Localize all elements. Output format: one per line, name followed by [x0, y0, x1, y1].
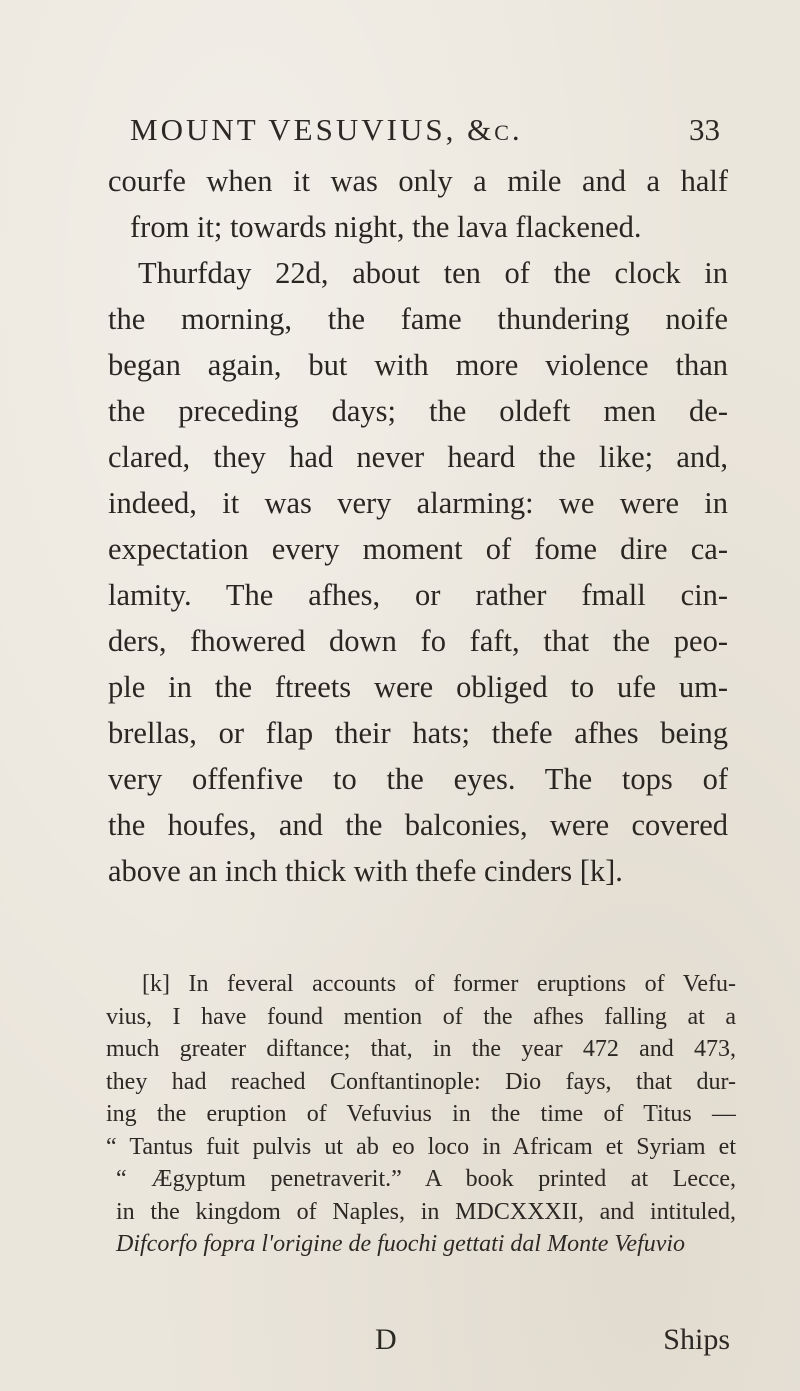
text-line: lamity. The afhes, or rather fmall cin- [108, 578, 728, 612]
text-line: Thurfday 22d, about ten of the clock in [138, 256, 728, 290]
text-line: above an inch thick with thefe cinders [k]. [108, 854, 623, 888]
text-line: the preceding days; the oldeft men de- [108, 394, 728, 428]
footnote [106, 968, 736, 1261]
text-line: expectation every moment of fome dire ca- [108, 532, 728, 566]
signature-row [100, 1323, 730, 1363]
page-header [100, 112, 720, 148]
main-text [108, 158, 728, 894]
footnote-line: “ Tantus fuit pulvis ut ab eo loco in Africam et Syriam et [106, 1133, 736, 1160]
text-line: from it; towards night, the lava flackened. [130, 210, 642, 244]
text-line: brellas, or flap their hats; thefe afhes being [108, 716, 728, 750]
running-head: MOUNT VESUVIUS, &c. [130, 112, 523, 147]
text-line: began again, but with more violence than [108, 348, 728, 382]
footnote-line: Difcorfo fopra l'origine de fuochi gettati dal Monte Vefuvio [116, 1231, 686, 1257]
footnote-line: in the kingdom of Naples, in MDCXXXII, and intituled, [116, 1198, 736, 1225]
footnote-line: they had reached Conftantinople: Dio fays, that dur- [106, 1068, 736, 1095]
footnote-line: [k] In feveral accounts of former eruptions of Vefu- [142, 971, 736, 997]
footnote-line: vius, I have found mention of the afhes falling at a [106, 1003, 736, 1030]
text-line: very offenfive to the eyes. The tops of [108, 762, 728, 796]
text-line: clared, they had never heard the like; and, [108, 440, 728, 474]
text-line: ple in the ftreets were obliged to ufe um- [108, 670, 728, 704]
text-line: courfe when it was only a mile and a half [108, 164, 728, 198]
text-line: indeed, it was very alarming: we were in [108, 486, 728, 520]
footnote-line: much greater diftance; that, in the year 472 and 473, [106, 1036, 736, 1062]
signature-mark: D [375, 1323, 397, 1356]
footnote-line: ing the eruption of Vefuvius in the time of Titus — [106, 1101, 736, 1127]
text-line: ders, fhowered down fo faft, that the peo- [108, 624, 728, 658]
page-number: 33 [689, 112, 720, 147]
text-line: the houfes, and the balconies, were covered [108, 808, 728, 842]
footnote-line: “ Ægyptum penetraverit.” A book printed at Lecce, [116, 1166, 736, 1192]
catchword: Ships [663, 1323, 730, 1356]
text-line: the morning, the fame thundering noife [108, 302, 728, 336]
